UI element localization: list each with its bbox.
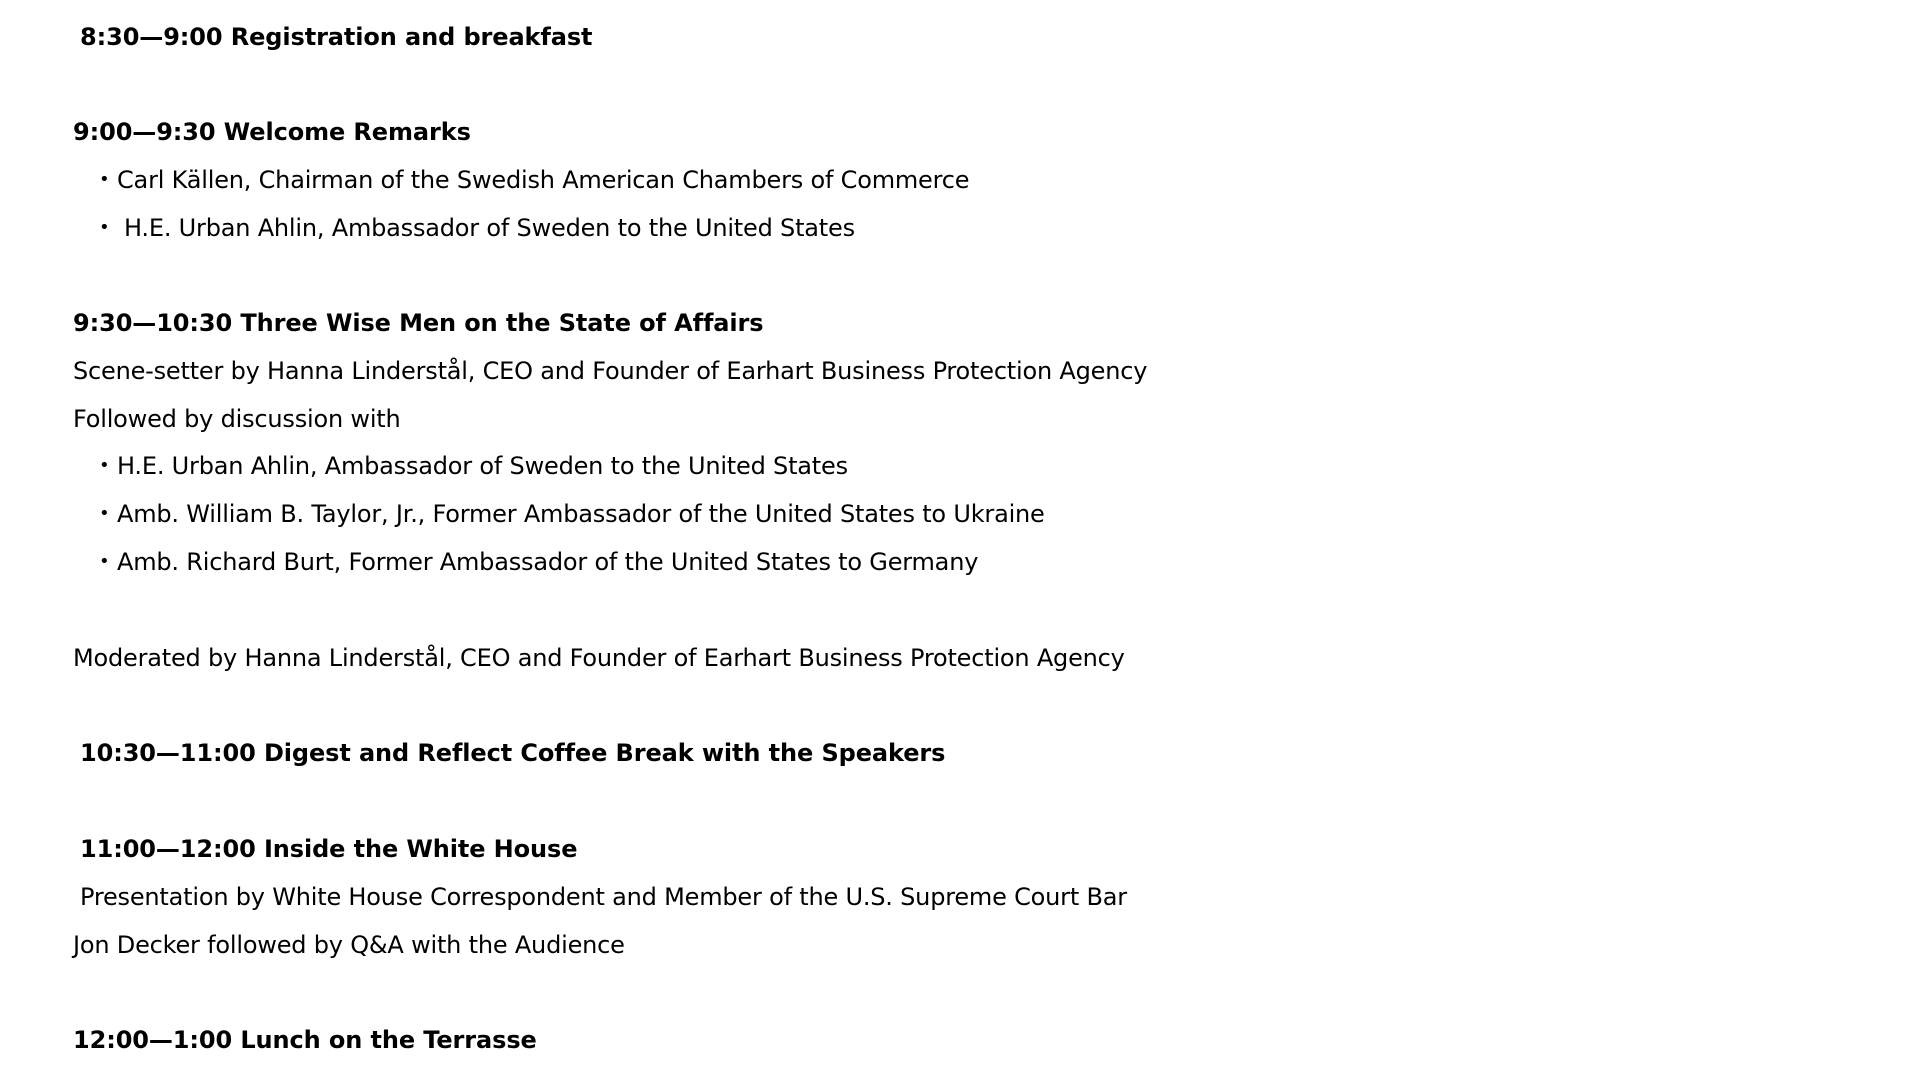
agenda-text-scene-setter: Scene-setter by Hanna Linderstål, CEO and Founder of Earhart Business Protection Agency: [73, 357, 1148, 385]
list-item: H.E. Urban Ahlin, Ambassador of Sweden to the United States: [117, 452, 848, 480]
agenda-heading-registration: 8:30—9:00 Registration and breakfast: [80, 23, 593, 51]
agenda-text-moderator: Moderated by Hanna Linderstål, CEO and Founder of Earhart Business Protection Agency: [73, 644, 1125, 672]
bullet-icon: •: [99, 503, 110, 524]
agenda-heading-coffee-break: 10:30—11:00 Digest and Reflect Coffee Break with the Speakers: [80, 739, 946, 767]
list-item: Amb. William B. Taylor, Jr., Former Ambassador of the United States to Ukraine: [117, 500, 1045, 528]
agenda-heading-white-house: 11:00—12:00 Inside the White House: [80, 835, 578, 863]
agenda-text-followed-by: Followed by discussion with: [73, 405, 401, 433]
list-item: Amb. Richard Burt, Former Ambassador of the United States to Germany: [117, 548, 979, 576]
bullet-icon: •: [99, 455, 110, 476]
bullet-icon: •: [99, 551, 110, 572]
bullet-icon: •: [99, 217, 110, 238]
list-item: H.E. Urban Ahlin, Ambassador of Sweden to the United States: [124, 214, 855, 242]
list-item: Carl Källen, Chairman of the Swedish American Chambers of Commerce: [117, 166, 970, 194]
agenda-text-presentation: Presentation by White House Correspondent and Member of the U.S. Supreme Court Bar: [80, 883, 1127, 911]
agenda-heading-lunch: 12:00—1:00 Lunch on the Terrasse: [73, 1026, 537, 1054]
agenda-heading-three-wise-men: 9:30—10:30 Three Wise Men on the State of Affairs: [73, 309, 764, 337]
bullet-icon: •: [99, 169, 110, 190]
agenda-heading-welcome-remarks: 9:00—9:30 Welcome Remarks: [73, 118, 471, 146]
agenda-text-jon-decker: Jon Decker followed by Q&A with the Audience: [73, 931, 625, 959]
